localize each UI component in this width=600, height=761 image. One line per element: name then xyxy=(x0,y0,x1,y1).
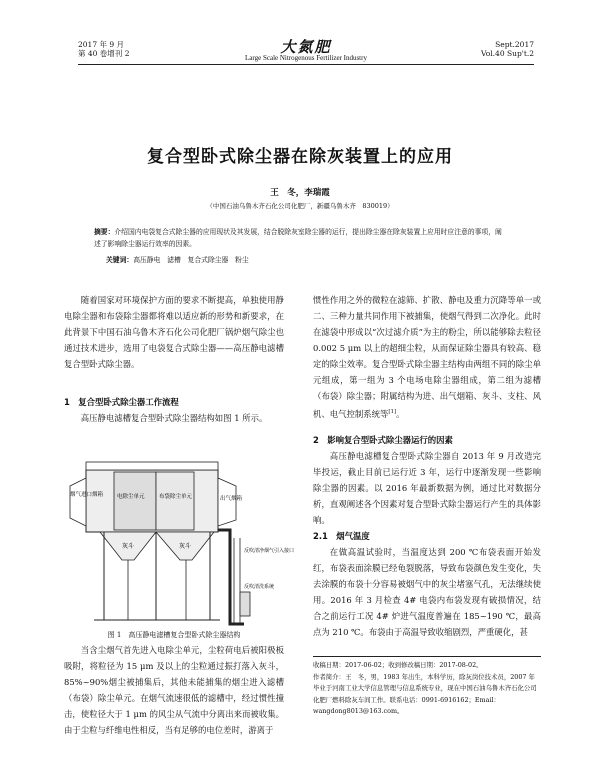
citation-ref: [1] xyxy=(388,409,397,415)
inlet-box xyxy=(70,478,86,526)
keywords xyxy=(106,254,506,264)
label-es-unit: 电除尘单元 xyxy=(117,494,145,500)
right-column xyxy=(313,292,541,640)
continued-paragraph xyxy=(313,292,541,422)
journal-header xyxy=(78,40,534,64)
figure-caption: 图 1 高压静电滤槽复合型卧式除尘器结构 xyxy=(107,631,241,639)
abstract-label: 摘要： xyxy=(94,228,115,236)
footnote-rule xyxy=(313,656,541,657)
section1-heading: 1 复合型卧式除尘器工作流程 xyxy=(64,397,179,407)
footnote xyxy=(313,660,541,718)
left-column-top xyxy=(64,292,284,426)
section1-paragraph: 高压静电滤槽复合型卧式除尘器结构如图 1 所示。 xyxy=(80,413,268,423)
journal-english-name: Large Scale Nitrogenous Fertilizer Industry xyxy=(245,54,367,62)
housing-roof xyxy=(86,462,218,470)
author-bio: 作者简介：王 冬，男，1983 年出生，本科学历，除灰岗位技术员，2007 年毕业于河南工业大学信息管理与信息系统专业，现在中国石油乌鲁木齐石化公司化肥厂燃料除灰车间工作。联系电话：0991-6916162；Email：wangdong8013@163.com。 xyxy=(313,672,537,715)
label-hopper-2: 灰斗 xyxy=(179,543,192,550)
article-affiliation: （中国石油乌鲁木齐石化公司化肥厂，新疆乌鲁木齐 830019） xyxy=(206,202,394,210)
keywords-label: 关键词： xyxy=(106,256,134,264)
left-column-bottom xyxy=(64,642,284,738)
section2-paragraph: 高压静电滤槽复合型卧式除尘器自 2013 年 9 月改造完毕投运，截止目前已运行近 3 年，运行中逐渐发现一些影响除尘器的因素。以 2016 年最新数据为例，通过比对数据分析，直观阐述各个因素对复合型卧式除尘器运行产生的具体影响。 xyxy=(313,450,541,525)
es-unit-box xyxy=(114,472,156,530)
header-center xyxy=(78,40,534,63)
section2-heading: 2 影响复合型卧式除尘器运行的因素 xyxy=(313,434,453,445)
header-volume-en: Vol.40 Sup't.2 xyxy=(481,49,534,58)
outlet-box xyxy=(218,478,236,526)
intro-paragraph: 随着国家对环境保护方面的要求不断提高，单独使用静电除尘器和布袋除尘器都将难以适应新的形势和新要求，在此背景下中国石油乌鲁木齐石化公司化肥厂锅炉烟气除尘也通过技术进步，选用了电袋复合式除尘器——高压静电滤槽复合型卧式除尘器。 xyxy=(64,295,284,369)
label-backflush-fan: 反吹清洗系统 xyxy=(244,584,275,590)
backflush-fan xyxy=(240,592,250,616)
journal-logo: 大氮肥 xyxy=(280,38,332,56)
section21-paragraph: 在做高温试验时，当温度达到 200 ℃布袋表面开始发红，布袋表面涂膜已经龟裂脱落，导致布袋颜色发生变化，失去涂膜的布袋十分容易被烟气中的灰尘堵塞气孔，无法继续使用。2016 年 3 月检查 4# 电袋内布袋发现有破损情况，结合之前运行工况 4# 炉进气温度普遍在 185~190 ℃，最高点为 210 ℃。布袋由于高温导致收缩剧烈，严重硬化，甚 xyxy=(313,546,541,637)
label-backflush: 反吹清净烟气引入接口 xyxy=(244,548,295,554)
header-date-en: Sept.2017 xyxy=(495,40,534,49)
header-volume: 第 40 卷增刊 2 xyxy=(78,49,130,58)
label-inlet: 烟气进口烟箱 xyxy=(70,492,104,498)
process-paragraph: 当含尘烟气首先进入电除尘单元，尘粒荷电后被阳极板吸附，将粒径为 15 μm 及以上的尘粒通过振打落入灰斗，85%~90%烟尘被捕集后，其他未能捕集的烟尘进入滤槽（布袋）除尘单元。在烟气流速很低的滤槽中，经过惯性撞击，使粒径大于 1 μm 的风尘从气流中分离出来而被收集。由于尘粒与纤维电性相反，当有足够的电位差时，游离于 xyxy=(64,645,284,735)
header-rule xyxy=(78,64,534,65)
header-date: 2017 年 9 月 xyxy=(78,40,125,49)
label-hopper-1: 灰斗 xyxy=(122,543,135,550)
abstract xyxy=(94,226,506,250)
keywords-text: 高压静电 滤槽 复合式除尘器 粉尘 xyxy=(133,256,249,264)
article-authors: 王 冬，李瑞霞 xyxy=(270,188,330,198)
bag-unit-box xyxy=(156,472,194,530)
article-title: 复合型卧式除尘器在除灰装置上的应用 xyxy=(147,147,453,167)
abstract-text: 介绍国内电袋复合式除尘器的应用现状及其发展，结合脱除灰室除尘器的运行，提出除尘器在除灰装置上应用时应注意的事项，阐述了影响除尘器运行效率的因素。 xyxy=(94,228,502,248)
label-bag-unit: 布袋除尘单元 xyxy=(159,494,193,500)
continued-text: 惯性作用之外的微粒在滤筛、扩散、静电及重力沉降等单一或二、三种力量共同作用下被捕集，使烟气得到二次净化。此时在滤袋中形成以“次过滤介质”为主的粉尘，所以能够除去粒径 0.002 5 μm 以上的超细尘粒，从而保证除尘器具有较高、稳定的除尘效率。复合型卧式除尘器主结构由两组不同的除尘单元组成，第一组为 3 个电场电除尘器组成，第二组为滤槽（布袋）除尘器；附属结构为进、出气烟箱、灰斗、支柱、风机、电气控制系统等 xyxy=(313,295,541,419)
continued-end: 。 xyxy=(396,408,405,419)
label-outlet: 出气烟箱 xyxy=(220,496,243,502)
received-date: 收稿日期：2017-06-02；收到修改稿日期：2017-08-02。 xyxy=(313,661,483,669)
dust-collector-diagram xyxy=(64,448,295,636)
header-right xyxy=(481,40,534,58)
section21-heading: 2.1 烟气温度 xyxy=(313,530,370,541)
